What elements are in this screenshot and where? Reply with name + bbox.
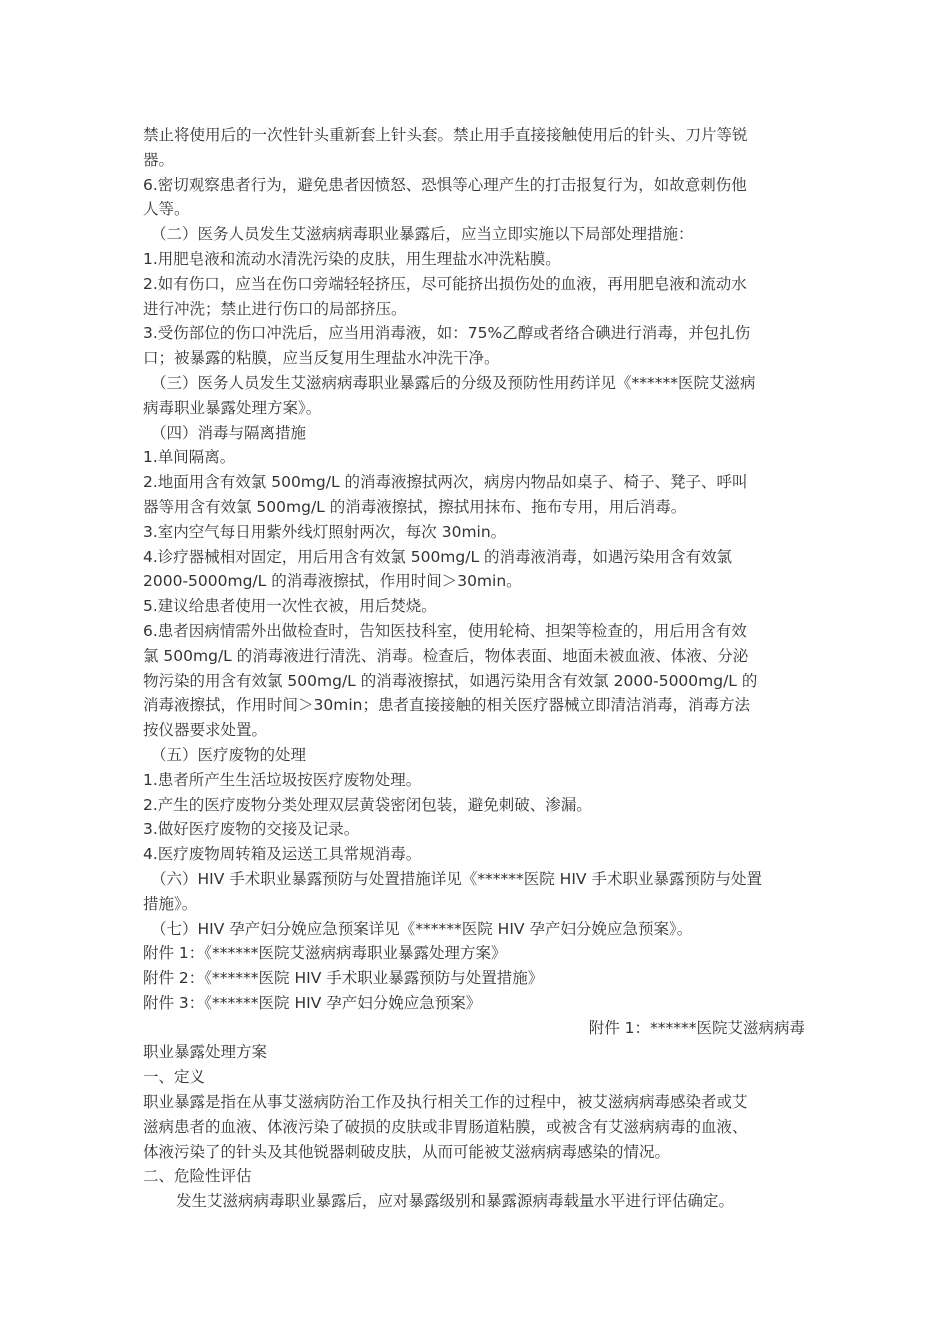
text-line: 职业暴露处理方案 [143,1043,268,1062]
text-line: 一、定义 [143,1068,206,1087]
text-line: 发生艾滋病病毒职业暴露后，应对暴露级别和暴露源病毒载量水平进行评估确定。 [176,1192,735,1211]
text-line: 2.地面用含有效氯 500mg/L 的消毒液擦拭两次，病房内物品如桌子、椅子、凳子、呼叫 [143,473,748,492]
text-line: 二、危险性评估 [143,1167,252,1186]
document-page [143,123,805,1214]
text-line: 4.诊疗器械相对固定，用后用含有效氯 500mg/L 的消毒液消毒，如遇污染用含有效氯 [143,547,733,566]
text-line: 禁止将使用后的一次性针头重新套上针头套。禁止用手直接接触使用后的针头、刀片等锐 [143,126,748,144]
text-line: 物污染的用含有效氯 500mg/L 的消毒液擦拭，如遇污染用含有效氯 2000-5000mg/L 的 [143,671,758,690]
text-line: 器。 [143,150,175,169]
text-line: 3.做好医疗废物的交接及记录。 [143,820,360,839]
text-line: 1.用肥皂液和流动水清洗污染的皮肤，用生理盐水冲洗粘膜。 [143,249,561,268]
text-line: 附件 2：《******医院 HIV 手术职业暴露预防与处置措施》 [143,969,544,988]
text-line: 人等。 [143,200,190,219]
text-line: （二）医务人员发生艾滋病病毒职业暴露后，应当立即实施以下局部处理措施： [151,225,694,244]
text-line: 6.密切观察患者行为，避免患者因愤怒、恐惧等心理产生的打击报复行为，如故意刺伤他 [143,175,747,194]
text-line: 3.受伤部位的伤口冲洗后，应当用消毒液，如：75%乙醇或者络合碘进行消毒，并包扎伤 [143,324,751,343]
text-line: 2000-5000mg/L 的消毒液擦拭，作用时间＞30min。 [143,572,522,591]
text-line: 附件 3：《******医院 HIV 孕产妇分娩应急预案》 [143,993,482,1012]
text-line: 器等用含有效氯 500mg/L 的消毒液擦拭，擦拭用抹布、拖布专用，用后消毒。 [143,497,687,516]
text-line: 体液污染了的针头及其他锐器刺破皮肤，从而可能被艾滋病病毒感染的情况。 [143,1142,671,1161]
text-line: 6.患者因病情需外出做检查时，告知医技科室，使用轮椅、担架等检查的，用后用含有效 [143,621,747,640]
text-line: （三）医务人员发生艾滋病病毒职业暴露后的分级及预防性用药详见《******医院艾滋病 [151,373,756,392]
text-line: 1.患者所产生生活垃圾按医疗废物处理。 [143,770,422,789]
text-line: （四）消毒与隔离措施 [151,423,307,442]
text-line: 按仪器要求处置。 [143,721,268,740]
text-line: （七）HIV 孕产妇分娩应急预案详见《******医院 HIV 孕产妇分娩应急预案》。 [151,919,693,938]
text-line: 2.产生的医疗废物分类处理双层黄袋密闭包装，避免刺破、渗漏。 [143,795,592,814]
text-line: 3.室内空气每日用紫外线灯照射两次，每次 30min。 [143,522,507,541]
text-line: 职业暴露是指在从事艾滋病防治工作及执行相关工作的过程中，被艾滋病病毒感染者或艾 [143,1093,748,1112]
text-line: 氯 500mg/L 的消毒液进行清洗、消毒。检查后，物体表面、地面未被血液、体液、分泌 [143,646,749,665]
text-line: 附件 1：《******医院艾滋病病毒职业暴露处理方案》 [143,944,507,963]
text-line: 1.单间隔离。 [143,448,236,467]
text-line: 进行冲洗；禁止进行伤口的局部挤压。 [143,299,407,318]
text-line: 4.医疗废物周转箱及运送工具常规消毒。 [143,845,422,864]
text-line: 措施》。 [143,894,198,913]
text-line: 5.建议给患者使用一次性衣被，用后焚烧。 [143,597,437,616]
text-line: 口；被暴露的粘膜，应当反复用生理盐水冲洗干净。 [143,349,500,368]
text-line: 消毒液擦拭，作用时间＞30min；患者直接接触的相关医疗器械立即清洁消毒，消毒方法 [143,696,750,715]
text-line: （五）医疗废物的处理 [151,745,307,764]
text-line: 附件 1：******医院艾滋病病毒 [588,1018,805,1037]
text-line: 滋病患者的血液、体液污染了破损的皮肤或非胃肠道粘膜，或被含有艾滋病病毒的血液、 [143,1117,748,1136]
text-line: （六）HIV 手术职业暴露预防与处置措施详见《******医院 HIV 手术职业暴露预防与处置 [151,869,762,888]
text-line: 病毒职业暴露处理方案》。 [143,398,322,417]
text-line: 2.如有伤口，应当在伤口旁端轻轻挤压，尽可能挤出损伤处的血液，再用肥皂液和流动水 [143,274,747,293]
